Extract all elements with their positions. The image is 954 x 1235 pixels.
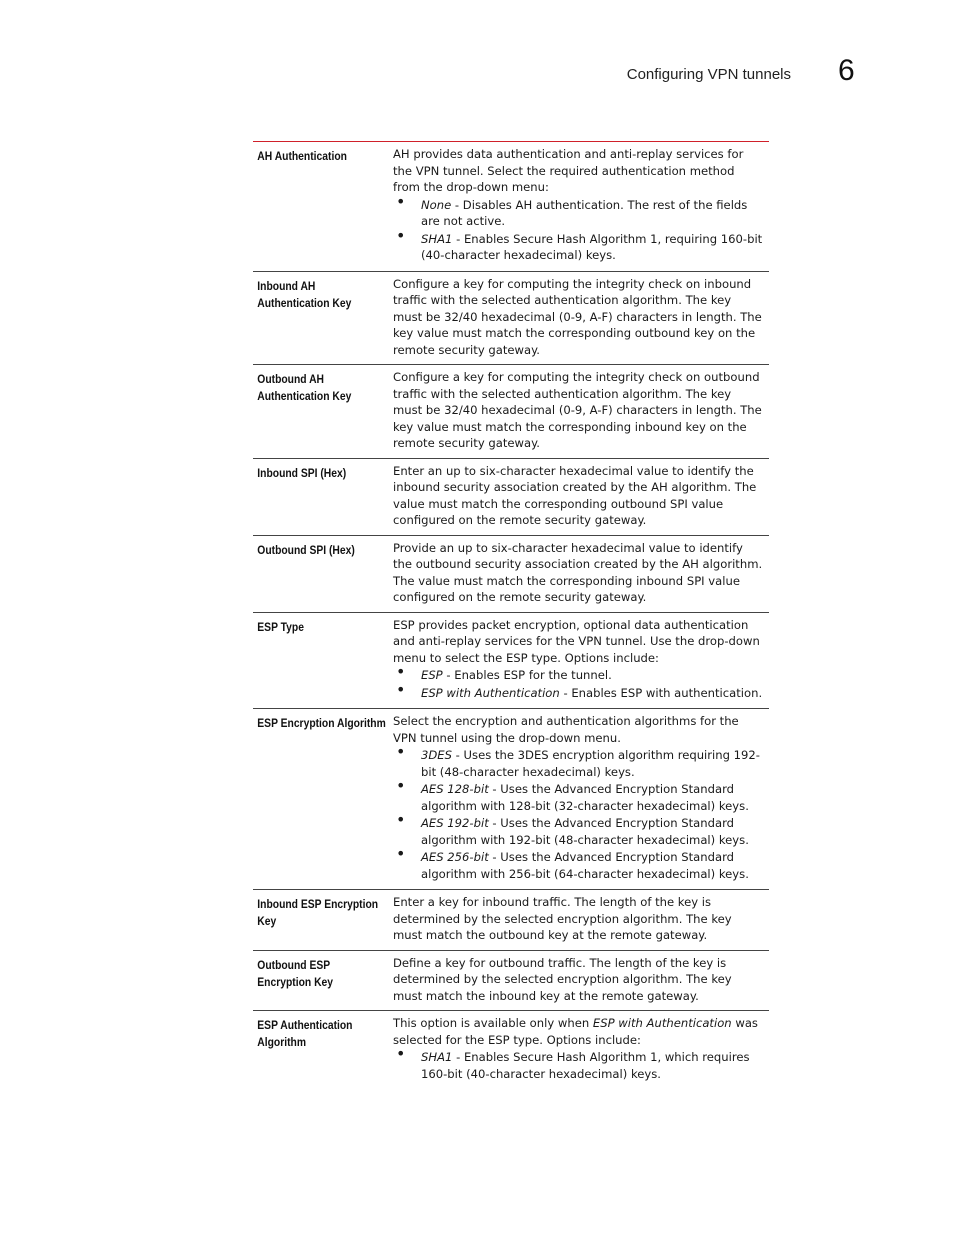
text-run: ESP [421, 668, 443, 682]
option-list [393, 1044, 763, 1082]
parameter-description [393, 894, 769, 944]
list-item [393, 679, 763, 702]
text-run: - Uses the Advanced Encryption Standard algorithm with 256-bit (64-character hexadecimal) keys. [421, 850, 749, 881]
parameter-name: Inbound ESP Encryption Key [257, 897, 379, 928]
table-row [253, 272, 769, 366]
text-run: ESP with Authentication [592, 1016, 732, 1030]
list-item [393, 225, 763, 264]
bullet-icon: • [396, 679, 406, 699]
text-run: - Enables Secure Hash Algorithm 1, which requires 160-bit (40-character hexadecimal) keys. [421, 1050, 750, 1081]
option-list [393, 662, 763, 701]
text-run: - Uses the Advanced Encryption Standard algorithm with 128-bit (32-character hexadecimal) keys. [421, 782, 749, 813]
text-run: Enter an up to six-character hexadecimal value to identify the inbound security association created by the AH algorithm. The value must match the corresponding outbound SPI value configured on the remote security gateway. [393, 463, 757, 527]
bullet-icon: • [396, 844, 406, 863]
parameter-description [393, 713, 769, 883]
parameter-name-cell [253, 617, 373, 703]
parameter-description [393, 369, 769, 452]
parameter-description [393, 955, 769, 1005]
text-run: AES 192-bit [421, 816, 489, 830]
table-row [253, 890, 769, 951]
list-item [393, 810, 763, 848]
list-item [393, 844, 763, 882]
parameter-name: ESP Type [257, 619, 304, 634]
parameter-table [253, 141, 769, 1089]
parameter-name-cell [253, 276, 373, 359]
parameter-name-cell [253, 463, 373, 529]
parameter-name: AH Authentication [257, 149, 347, 163]
bullet-icon: • [396, 191, 406, 211]
parameter-name-cell [253, 146, 373, 265]
text-run: Select the encryption and authentication algorithms for the VPN tunnel using the drop-down menu. [393, 714, 739, 745]
parameter-name: Outbound AH Authentication Key [257, 372, 352, 403]
text-run: ESP provides packet encryption, optional data authentication and anti-replay services for the VPN tunnel. Use the drop-down menu to select the ESP type. Options include: [393, 617, 760, 665]
table-row [253, 709, 769, 890]
parameter-description [393, 463, 769, 529]
text-run: ESP with Authentication [421, 685, 560, 700]
text-run: - Enables ESP with authentication. [559, 685, 763, 700]
bullet-icon: • [396, 810, 406, 829]
parameter-name: Inbound AH Authentication Key [257, 278, 352, 310]
text-run: Configure a key for computing the integrity check on outbound traffic with the selected authentication algorithm. The key must be 32/40 hexadecimal (0-9, A-F) characters in length. The key value must match the corresponding inbound key on the remote security gateway. [393, 370, 762, 450]
option-list [393, 742, 763, 882]
text-run: Configure a key for computing the integrity check on inbound traffic with the selected authentication algorithm. The key must be 32/40 hexadecimal (0-9, A-F) characters in length. The key value must match the corresponding outbound key on the remote security gateway. [393, 276, 762, 357]
bullet-icon: • [396, 225, 406, 245]
parameter-name: ESP Encryption Algorithm [257, 716, 386, 730]
parameter-name: ESP Authentication Algorithm [257, 1018, 353, 1049]
parameter-name-cell [253, 1015, 373, 1083]
text-run: AH provides data authentication and anti-replay services for the VPN tunnel. Select the required authentication method from the drop-down menu: [393, 147, 744, 194]
parameter-description [393, 146, 769, 265]
table-row [253, 613, 769, 710]
table-row [253, 142, 769, 272]
table-row [253, 365, 769, 459]
parameter-name-cell [253, 713, 386, 883]
description-text [393, 463, 763, 529]
bullet-icon: • [396, 1044, 406, 1063]
parameter-name-cell [253, 894, 379, 944]
page-header [0, 56, 954, 96]
text-run: None [421, 197, 452, 212]
parameter-name-cell [253, 955, 373, 1005]
text-run: AES 128-bit [421, 782, 489, 796]
bullet-icon: • [396, 776, 406, 795]
description-text [393, 955, 763, 1005]
parameter-name-cell [253, 369, 373, 452]
description-text [393, 146, 763, 196]
table-row [253, 1011, 769, 1089]
text-run: Define a key for outbound traffic. The length of the key is determined by the selected encryption algorithm. The key must match the inbound key at the remote gateway. [393, 955, 732, 1003]
description-text [393, 540, 763, 606]
text-run: 3DES [421, 748, 452, 762]
description-text [393, 276, 763, 359]
option-list [393, 191, 763, 264]
description-text [393, 369, 763, 452]
parameter-description [393, 617, 769, 703]
bullet-icon: • [396, 662, 406, 681]
table-row [253, 459, 769, 536]
list-item [393, 776, 763, 814]
parameter-description [393, 1015, 769, 1083]
text-run: Provide an up to six-character hexadecimal value to identify the outbound security association created by the AH algorithm. The value must match the corresponding inbound SPI value configured on the remote security gateway. [393, 540, 763, 604]
description-text [393, 894, 763, 944]
text-run: SHA1 [421, 1050, 453, 1064]
text-run: - Enables ESP for the tunnel. [442, 668, 612, 682]
parameter-description [393, 540, 769, 606]
description-text [393, 617, 763, 667]
description-text [393, 713, 763, 746]
text-run: - Uses the Advanced Encryption Standard algorithm with 192-bit (48-character hexadecimal) keys. [421, 816, 749, 847]
parameter-name: Outbound SPI (Hex) [257, 542, 355, 557]
description-text [393, 1015, 763, 1048]
text-run: Enter a key for inbound traffic. The length of the key is determined by the selected encryption algorithm. The key must match the outbound key at the remote gateway. [393, 895, 732, 942]
text-run: This option is available only when [393, 1016, 593, 1030]
text-run: AES 256-bit [421, 850, 489, 864]
list-item [393, 742, 763, 780]
table-row [253, 536, 769, 613]
list-item [393, 662, 763, 684]
parameter-name-cell [253, 540, 373, 606]
list-item [393, 1044, 763, 1082]
running-header-title: Configuring VPN tunnels [626, 66, 791, 83]
bullet-icon: • [396, 742, 406, 761]
text-run: - Disables AH authentication. The rest of the fields are not active. [421, 197, 748, 228]
text-run: was selected for the ESP type. Options include: [393, 1016, 758, 1047]
table-row [253, 951, 769, 1012]
list-item [393, 191, 763, 230]
parameter-description [393, 276, 769, 359]
parameter-name: Outbound ESP Encryption Key [257, 957, 334, 989]
text-run: - Uses the 3DES encryption algorithm requiring 192-bit (48-character hexadecimal) keys. [421, 748, 760, 779]
parameter-name: Inbound SPI (Hex) [257, 465, 347, 480]
chapter-number: 6 [838, 54, 855, 87]
text-run: SHA1 [421, 231, 453, 246]
text-run: - Enables Secure Hash Algorithm 1, requiring 160-bit (40-character hexadecimal) keys. [421, 231, 763, 262]
